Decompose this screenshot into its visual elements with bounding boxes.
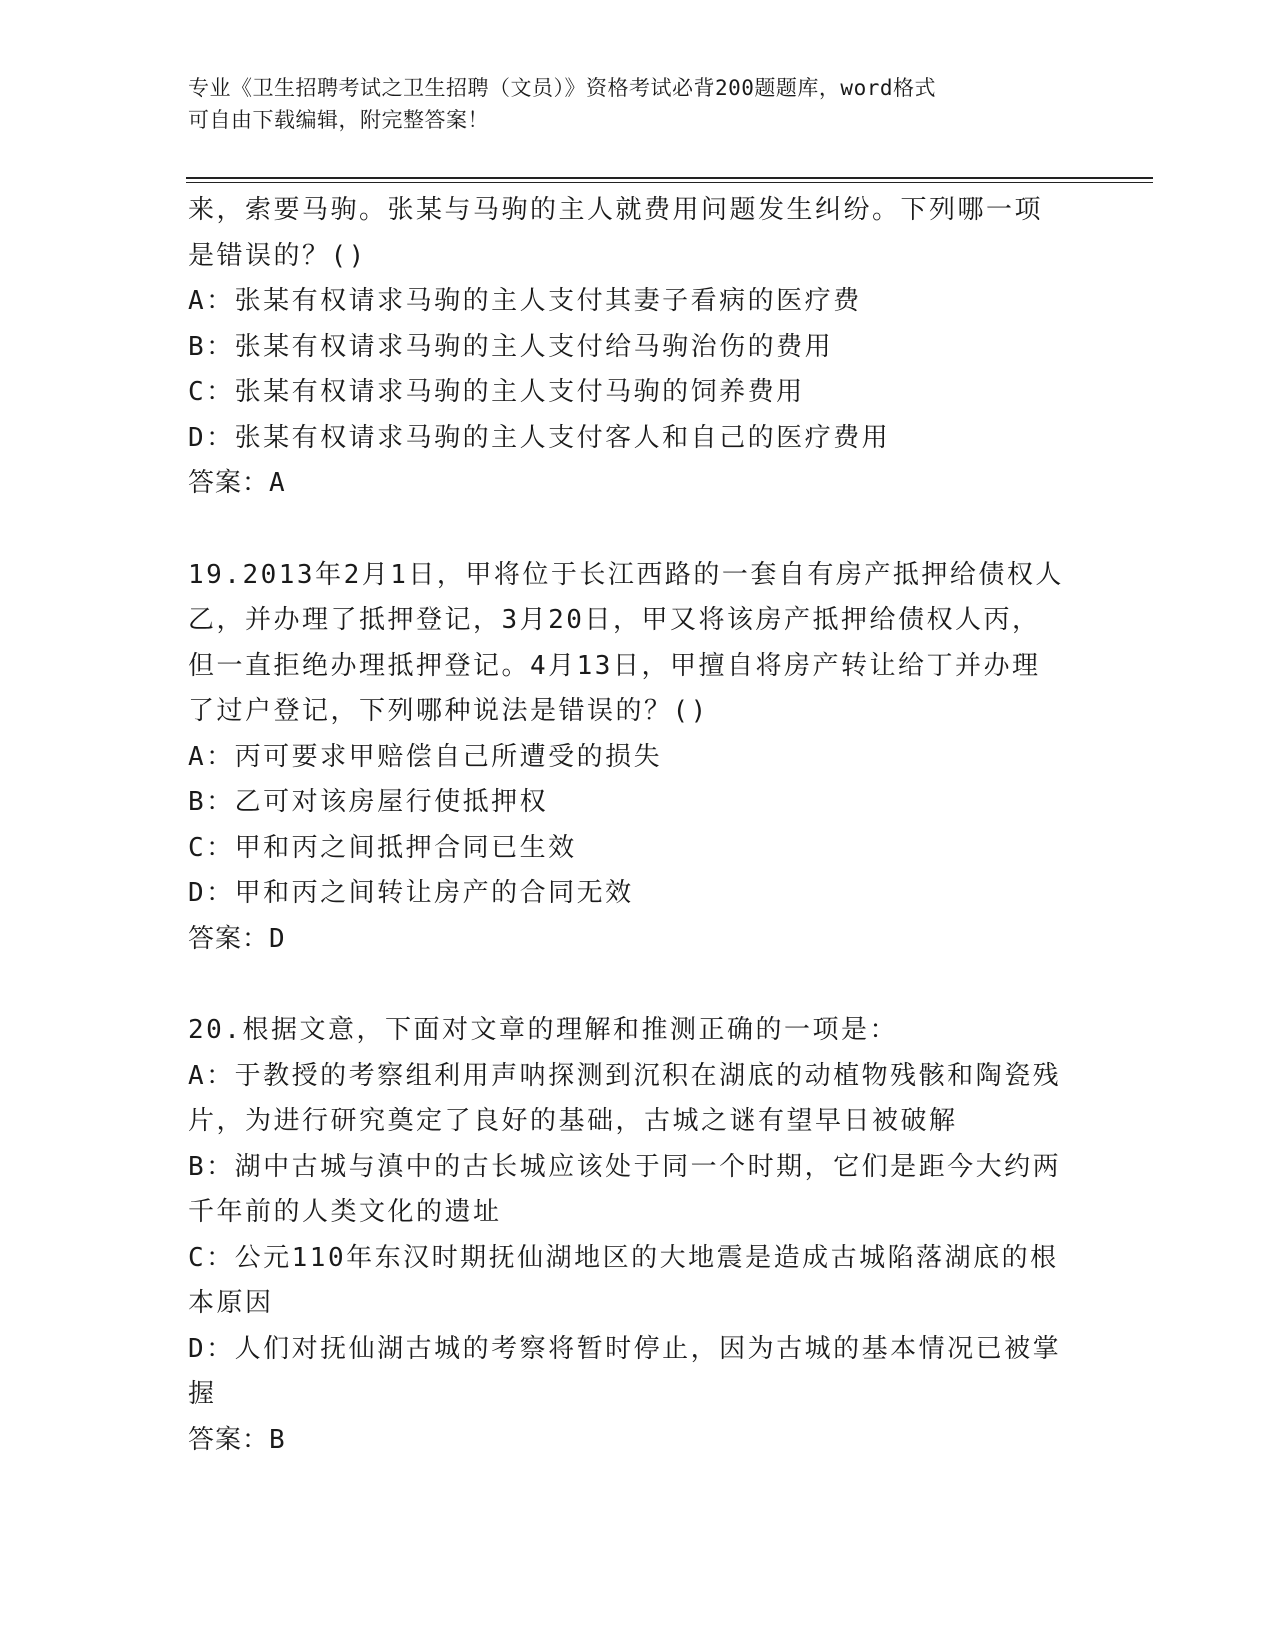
option-a: A：丙可要求甲赔偿自己所遭受的损失 — [188, 741, 663, 772]
option-d: D：人们对抚仙湖古城的考察将暂时停止，因为古城的基本情况已被掌 — [188, 1333, 1062, 1364]
question-stem-line: 来，索要马驹。张某与马驹的主人就费用问题发生纠纷。下列哪一项 — [188, 195, 1044, 225]
option-b: B：张某有权请求马驹的主人支付给马驹治伤的费用 — [188, 331, 834, 362]
answer-line: 答案：D — [188, 923, 286, 954]
option-b: B：乙可对该房屋行使抵押权 — [188, 787, 549, 817]
option-d: D：张某有权请求马驹的主人支付客人和自己的医疗费用 — [188, 422, 891, 453]
document-header — [188, 72, 1068, 136]
option-a: A：于教授的考察组利用声呐探测到沉积在湖底的动植物残骸和陶瓷残 — [188, 1060, 1062, 1091]
question-20 — [188, 1008, 1088, 1463]
option-c: C：公元110年东汉时期抚仙湖地区的大地震是造成古城陷落湖底的根 — [188, 1242, 1059, 1273]
option-c-continued: 本原因 — [188, 1288, 274, 1318]
answer-line: 答案：B — [188, 1424, 286, 1455]
question-19 — [188, 553, 1088, 963]
question-stem-line: 20.根据文意，下面对文章的理解和推测正确的一项是： — [188, 1015, 898, 1045]
header-line: 可自由下载编辑，附完整答案！ — [188, 108, 489, 132]
header-divider — [186, 177, 1153, 179]
question-18 — [188, 188, 1088, 507]
option-c: C：甲和丙之间抵押合同已生效 — [188, 832, 577, 863]
spacer — [188, 507, 1088, 553]
option-b-continued: 千年前的人类文化的遗址 — [188, 1197, 502, 1227]
option-d-continued: 握 — [188, 1379, 217, 1409]
question-stem-line: 是错误的？() — [188, 240, 367, 271]
answer-line: 答案：A — [188, 468, 286, 498]
question-stem-line: 乙，并办理了抵押登记，3月20日，甲又将该房产抵押给债权人丙， — [188, 605, 1041, 635]
question-stem-line: 但一直拒绝办理抵押登记。4月13日，甲擅自将房产转让给丁并办理 — [188, 650, 1041, 681]
option-a-continued: 片，为进行研究奠定了良好的基础，古城之谜有望早日被破解 — [188, 1106, 958, 1136]
question-stem-line: 了过户登记，下列哪种说法是错误的？() — [188, 696, 709, 726]
option-d: D：甲和丙之间转让房产的合同无效 — [188, 878, 634, 908]
spacer — [188, 962, 1088, 1008]
option-c: C：张某有权请求马驹的主人支付马驹的饲养费用 — [188, 377, 805, 407]
header-line: 专业《卫生招聘考试之卫生招聘（文员）》资格考试必背200题题库，word格式 — [188, 76, 936, 100]
option-a: A：张某有权请求马驹的主人支付其妻子看病的医疗费 — [188, 286, 862, 316]
question-stem-line: 19.2013年2月1日，甲将位于长江西路的一套自有房产抵押给债权人 — [188, 559, 1064, 590]
question-list — [188, 188, 1088, 1463]
option-b: B：湖中古城与滇中的古长城应该处于同一个时期，它们是距今大约两 — [188, 1151, 1062, 1182]
